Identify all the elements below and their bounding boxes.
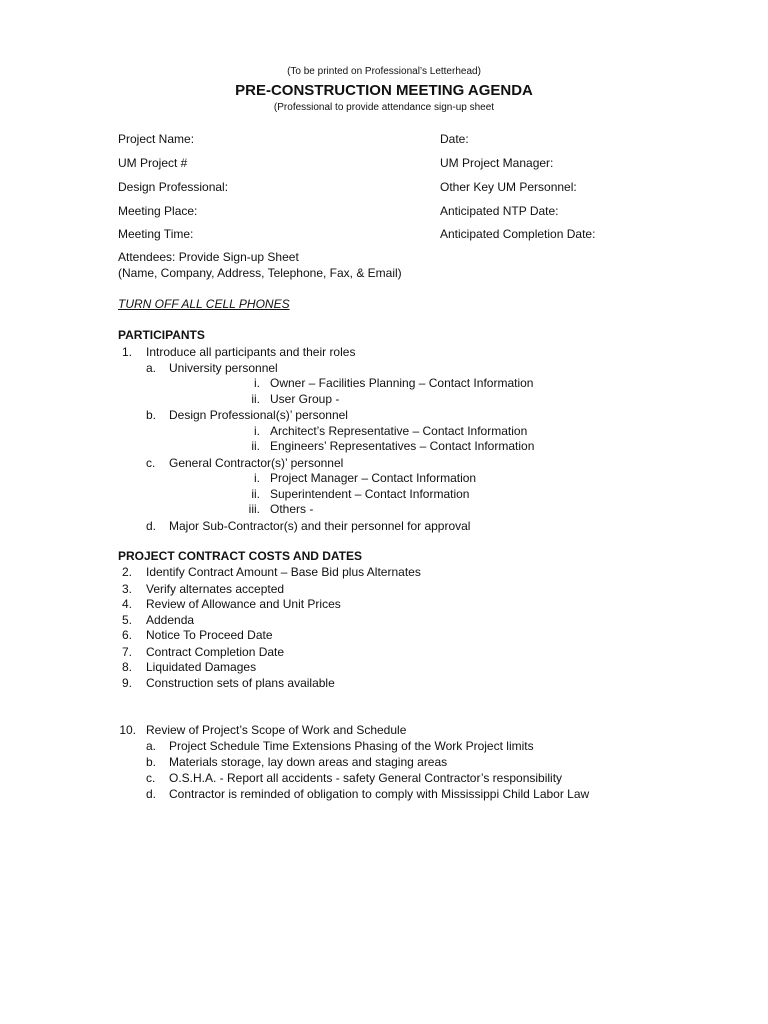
list-item: Architect’s Representative – Contact Information	[270, 424, 528, 438]
participants-heading: PARTICIPANTS	[118, 328, 205, 342]
field-meeting-time: Meeting Time:	[118, 227, 194, 241]
list-item: Major Sub-Contractor(s) and their personnel for approval	[169, 519, 471, 533]
field-other-key-personnel: Other Key UM Personnel:	[440, 180, 577, 194]
roman-label: i.	[254, 376, 260, 390]
list-item: Identify Contract Amount – Base Bid plus Alternates	[146, 565, 421, 579]
list-item: Others -	[270, 502, 314, 516]
document-title: PRE-CONSTRUCTION MEETING AGENDA	[235, 82, 533, 99]
sub-label: d.	[146, 787, 157, 801]
list-item: General Contractor(s)’ personnel	[169, 456, 344, 470]
list-item: Review of Allowance and Unit Prices	[146, 597, 341, 611]
list-item: Superintendent – Contact Information	[270, 487, 470, 501]
field-project-name: Project Name:	[118, 132, 195, 146]
field-meeting-place: Meeting Place:	[118, 204, 198, 218]
list-number: 1.	[121, 345, 132, 359]
roman-label: ii.	[251, 392, 260, 406]
sub-label: d.	[146, 519, 157, 533]
list-item: University personnel	[169, 361, 278, 375]
list-number: 2.	[121, 565, 132, 579]
list-item: Contractor is reminded of obligation to comply with Mississippi Child Labor Law	[169, 787, 590, 801]
list-number: 4.	[121, 597, 132, 611]
field-anticipated-completion-date: Anticipated Completion Date:	[440, 227, 596, 241]
list-item: Contract Completion Date	[146, 645, 285, 659]
list-item: Engineers’ Representatives – Contact Information	[270, 439, 535, 453]
roman-label: ii.	[251, 487, 260, 501]
signup-note: (Professional to provide attendance sign-up sheet	[273, 102, 495, 113]
attendees-details: (Name, Company, Address, Telephone, Fax, & Email)	[118, 266, 402, 280]
sub-label: b.	[146, 755, 157, 769]
list-item: Project Manager – Contact Information	[270, 471, 477, 485]
field-design-professional: Design Professional:	[118, 180, 229, 194]
roman-label: i.	[254, 424, 260, 438]
roman-label: ii.	[251, 439, 260, 453]
roman-label: i.	[254, 471, 260, 485]
cell-phones-notice: TURN OFF ALL CELL PHONES	[118, 297, 290, 311]
list-number: 7.	[121, 645, 132, 659]
attendees-line: Attendees: Provide Sign-up Sheet	[118, 250, 299, 264]
list-number: 8.	[121, 660, 132, 674]
list-item: Verify alternates accepted	[146, 582, 285, 596]
list-number: 10.	[119, 723, 136, 737]
list-item: Materials storage, lay down areas and staging areas	[169, 755, 448, 769]
list-number: 6.	[121, 628, 132, 642]
field-anticipated-ntp-date: Anticipated NTP Date:	[440, 204, 559, 218]
list-item: O.S.H.A. - Report all accidents - safety General Contractor’s responsibility	[169, 771, 563, 785]
sub-label: a.	[146, 739, 157, 753]
list-item: Project Schedule Time Extensions Phasing of the Work Project limits	[169, 739, 534, 753]
sub-label: c.	[146, 456, 156, 470]
list-item: Owner – Facilities Planning – Contact Information	[270, 376, 534, 390]
list-item: Design Professional(s)’ personnel	[169, 408, 348, 422]
field-um-project-manager: UM Project Manager:	[440, 156, 554, 170]
list-item: Review of Project’s Scope of Work and Schedule	[146, 723, 407, 737]
list-item: Introduce all participants and their roles	[146, 345, 356, 359]
list-number: 5.	[121, 613, 132, 627]
costs-heading: PROJECT CONTRACT COSTS AND DATES	[118, 549, 363, 563]
list-item: Addenda	[146, 613, 195, 627]
field-um-project-number: UM Project #	[118, 156, 188, 170]
list-item: Liquidated Damages	[146, 660, 257, 674]
list-number: 3.	[121, 582, 132, 596]
list-item: User Group -	[270, 392, 340, 406]
field-date: Date:	[440, 132, 469, 146]
sub-label: b.	[146, 408, 157, 422]
list-item: Construction sets of plans available	[146, 676, 335, 690]
letterhead-note: (To be printed on Professional’s Letterhead)	[287, 66, 481, 77]
list-item: Notice To Proceed Date	[146, 628, 273, 642]
sub-label: a.	[146, 361, 157, 375]
roman-label: iii.	[248, 502, 260, 516]
sub-label: c.	[146, 771, 156, 785]
list-number: 9.	[121, 676, 132, 690]
